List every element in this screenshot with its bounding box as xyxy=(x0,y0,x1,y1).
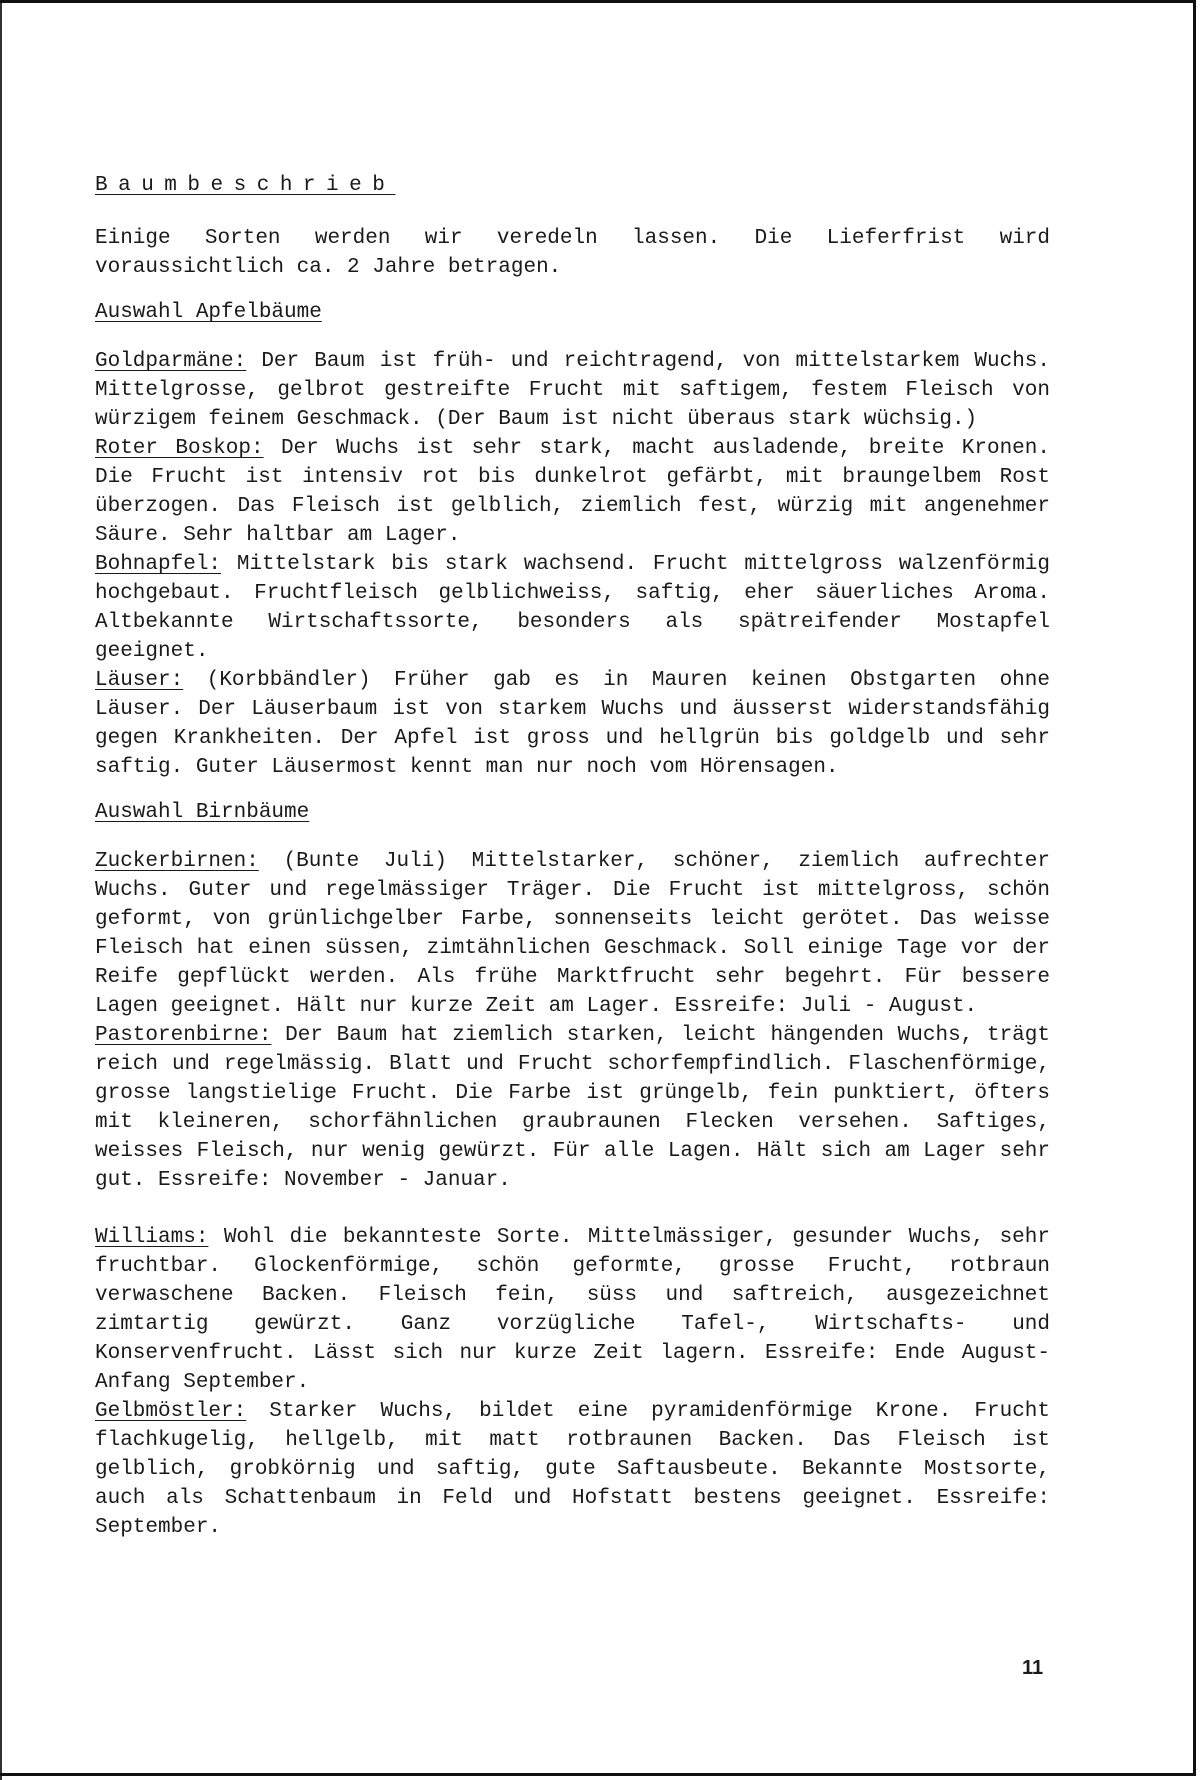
entry-laeuser xyxy=(95,666,1050,782)
entry-term: Williams: xyxy=(95,1226,209,1249)
entry-text: Der Baum hat ziemlich starken, leicht hängenden Wuchs, trägt reich und regelmässig. Blatt und Frucht schorfempfindlich. Flaschenförmige, grosse langstielige Frucht. Die Farbe ist grüngelb, fein punktiert, öfters mit kleineren, schorfähnlichen graubraunen Flecken versehen. Saftiges, weisses Fleisch, nur wenig gewürzt. Für alle Lagen. Hält sich am Lager sehr gut. Essreife: November - Januar. xyxy=(95,1024,1050,1192)
entry-term: Bohnapfel: xyxy=(95,553,222,576)
entry-text: Der Baum ist früh- und reichtragend, von mittelstarkem Wuchs. Mittelgrosse, gelbrot gestreifte Frucht mit saftigem, festem Fleisch von würzigem feinem Geschmack. (Der Baum ist nicht überaus stark wüchsig.) xyxy=(95,350,1050,431)
entry-text: (Korbbändler) Früher gab es in Mauren keinen Obstgarten ohne Läuser. Der Läuserbaum ist von starkem Wuchs und äusserst widerstandsfähig gegen Krankheiten. Der Apfel ist gross und hellgrün bis goldgelb und sehr saftig. Guter Läusermost kennt man nur noch vom Hörensagen. xyxy=(95,669,1050,779)
intro-paragraph: Einige Sorten werden wir veredeln lassen. Die Lieferfrist wird voraussichtlich ca. 2 Jahre betragen. xyxy=(95,227,1050,279)
entry-zuckerbirnen xyxy=(95,847,1050,1021)
entry-text: Mittelstark bis stark wachsend. Frucht mittelgross walzenförmig hochgebaut. Fruchtfleisch gelblichweiss, saftig, eher säuerliches Aroma. Altbekannte Wirtschaftssorte, besonders als spätreifender Mostapfel geeignet. xyxy=(95,553,1050,663)
entry-text: Der Wuchs ist sehr stark, macht ausladende, breite Kronen. Die Frucht ist intensiv rot bis dunkelrot gefärbt, mit braungelbem Rost überzogen. Das Fleisch ist gelblich, ziemlich fest, würzig mit angenehmer Säure. Sehr haltbar am Lager. xyxy=(95,437,1050,547)
entry-bohnapfel xyxy=(95,550,1050,666)
entry-goldparmaene xyxy=(95,347,1050,434)
document-title: Baumbeschrieb xyxy=(95,174,396,197)
entry-term: Pastorenbirne: xyxy=(95,1024,272,1047)
entry-gelbmoestler xyxy=(95,1397,1050,1542)
entry-text: Wohl die bekannteste Sorte. Mittelmässiger, gesunder Wuchs, sehr fruchtbar. Glockenförmige, schön geformte, grosse Frucht, rotbraun verwaschene Backen. Fleisch fein, süss und saftreich, ausgezeichnet zimtartig gewürzt. Ganz vorzügliche Tafel-, Wirtschafts- und Konservenfrucht. Lässt sich nur kurze Zeit lagern. Essreife: Ende August-Anfang September. xyxy=(95,1226,1050,1394)
entry-roter-boskop xyxy=(95,434,1050,550)
entry-text: (Bunte Juli) Mittelstarker, schöner, ziemlich aufrechter Wuchs. Guter und regelmässiger Träger. Die Frucht ist mittelgross, schön geformt, von grünlichgelber Farbe, sonnenseits leicht gerötet. Das weisse Fleisch hat einen süssen, zimtähnlichen Geschmack. Soll einige Tage vor der Reife gepflückt werden. Als frühe Marktfrucht sehr begehrt. Für bessere Lagen geeignet. Hält nur kurze Zeit am Lager. Essreife: Juli - August. xyxy=(95,850,1050,1018)
entry-term: Goldparmäne: xyxy=(95,350,247,373)
entry-term: Gelbmöstler: xyxy=(95,1400,247,1423)
entry-text: Starker Wuchs, bildet eine pyramidenförmige Krone. Frucht flachkugelig, hellgelb, mit matt rotbraunen Backen. Das Fleisch ist gelblich, grobkörnig und saftig, gute Saftausbeute. Bekannte Mostsorte, auch als Schattenbaum in Feld und Hofstatt bestens geeignet. Essreife: September. xyxy=(95,1400,1050,1539)
section-heading-birn: Auswahl Birnbäume xyxy=(95,801,310,824)
entry-term: Läuser: xyxy=(95,669,184,692)
section-heading-apfel: Auswahl Apfelbäume xyxy=(95,301,322,324)
document-body xyxy=(95,171,1050,1542)
page-number: 11 xyxy=(1022,1657,1044,1679)
entry-term: Zuckerbirnen: xyxy=(95,850,259,873)
entry-pastorenbirne xyxy=(95,1021,1050,1195)
entry-term: Roter Boskop: xyxy=(95,437,264,460)
entry-williams xyxy=(95,1223,1050,1397)
